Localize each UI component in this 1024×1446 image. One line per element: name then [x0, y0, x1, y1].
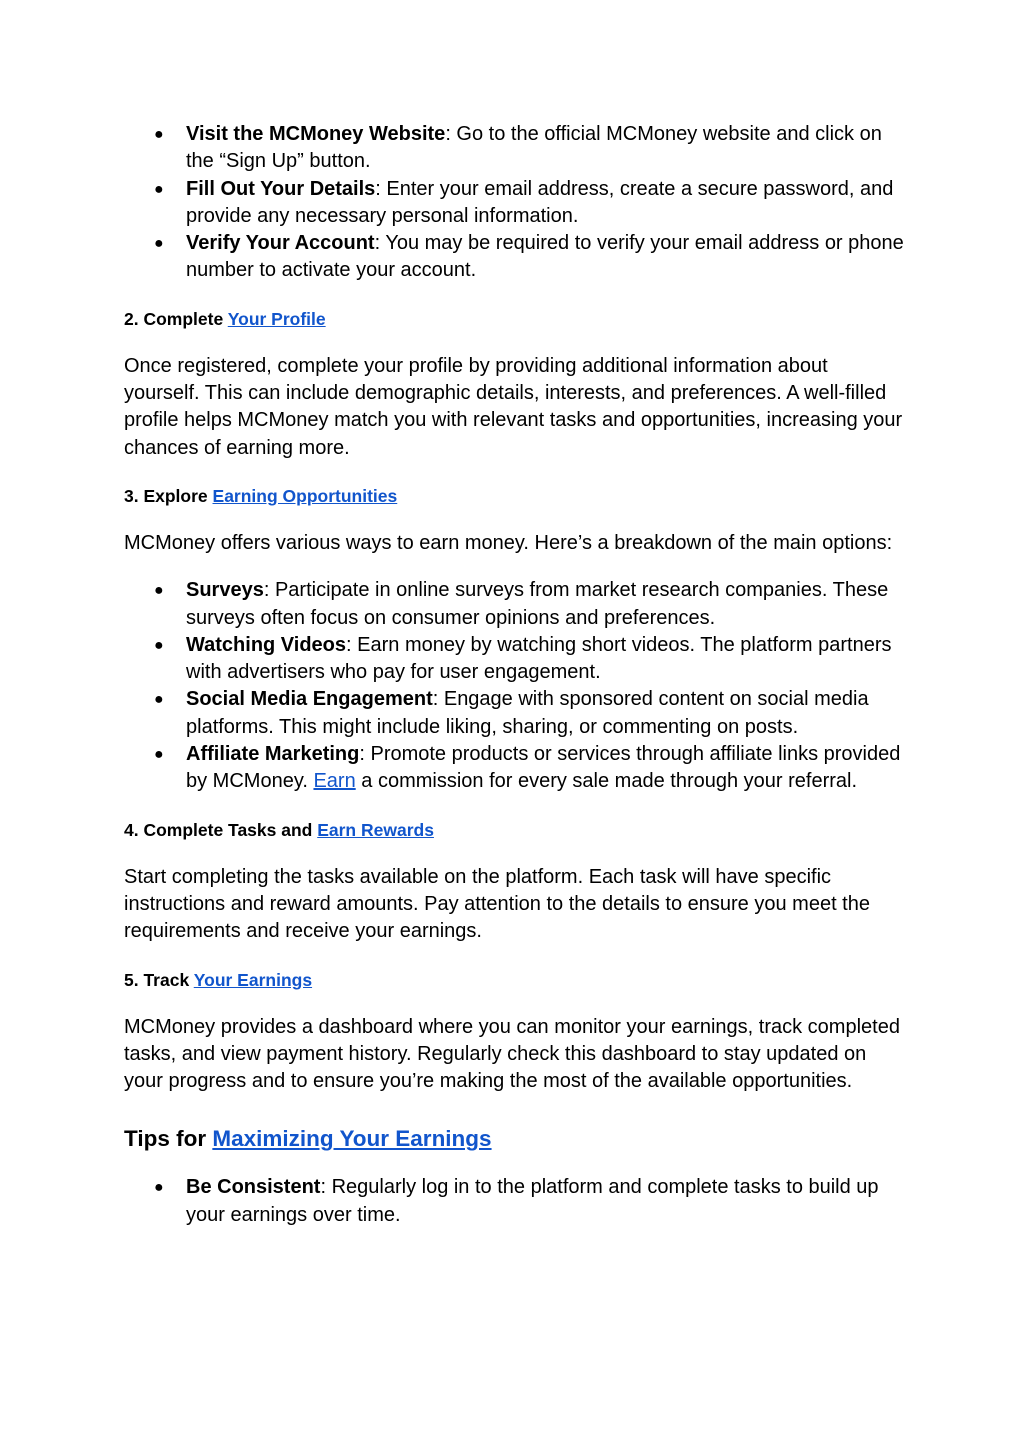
list-item-text: : Engage with sponsored content on social media platforms. This might include liking, sharing, or commenting on posts. — [186, 688, 869, 738]
earning-opportunities-link[interactable]: Earning Opportunities — [212, 485, 398, 506]
list-item — [124, 176, 904, 231]
list-item-title: Watching Videos — [186, 633, 347, 656]
list-item-title: Visit the MCMoney Website — [186, 123, 446, 145]
bullet-icon: ● — [154, 126, 164, 143]
bullet-icon: ● — [154, 582, 164, 600]
heading-prefix: Tips for — [124, 1126, 213, 1152]
heading-prefix: 2. Complete — [124, 308, 228, 329]
bullet-icon: ● — [154, 746, 164, 764]
bullet-icon: ● — [154, 235, 164, 253]
section-body-complete-tasks: Start completing the tasks available on the platform. Each task will have specific instructions and reward amounts. Pay attention to the details to ensure you meet the requirements and receive your earnings. — [124, 865, 870, 943]
your-earnings-link[interactable]: Your Earnings — [193, 969, 313, 990]
bullet-icon: ● — [154, 180, 164, 198]
list-item-title: Be Consistent — [186, 1176, 321, 1199]
tips-heading — [124, 1124, 904, 1154]
list-item-title: Fill Out Your Details — [186, 177, 376, 200]
signup-steps-list — [124, 121, 904, 285]
bullet-icon: ● — [154, 1179, 164, 1197]
section-heading-explore — [124, 484, 904, 508]
list-item — [124, 121, 904, 176]
list-item-text: : Earn money by watching short videos. The platform partners with advertisers who pay for user engagement. — [186, 633, 892, 684]
list-item — [124, 686, 904, 741]
section-body-explore: MCMoney offers various ways to earn money. Here’s a breakdown of the main options: — [124, 531, 893, 554]
earn-rewards-link[interactable]: Earn Rewards — [317, 819, 434, 840]
heading-prefix: 5. Track — [124, 969, 194, 990]
section-heading-complete-profile — [124, 307, 904, 331]
list-item-title: Affiliate Marketing — [186, 743, 360, 766]
earn-link[interactable]: Earn — [313, 770, 356, 793]
maximizing-earnings-link[interactable]: Maximizing Your Earnings — [212, 1126, 492, 1152]
list-item-title: Surveys — [186, 579, 264, 602]
list-item-title: Social Media Engagement — [186, 688, 433, 711]
list-item — [124, 230, 904, 285]
list-item-text: : Go to the official MCMoney website and click on the “Sign Up” button. — [186, 123, 882, 173]
bullet-icon: ● — [154, 636, 164, 654]
tips-list — [124, 1174, 904, 1229]
your-profile-link[interactable]: Your Profile — [227, 308, 326, 329]
list-item — [124, 577, 904, 632]
section-body-complete-profile: Once registered, complete your profile by providing additional information about yourself. This can include demographic details, interests, and preferences. A well-filled profile helps MCMoney match you with relevant tasks and opportunities, increasing your chances of earning more. — [124, 354, 903, 459]
list-item-text: : Promote products or services through affiliate links provided by MCMoney. — [186, 743, 901, 793]
bullet-icon: ● — [154, 691, 164, 709]
section-body-track-earnings: MCMoney provides a dashboard where you can monitor your earnings, track completed tasks, and view payment history. Regularly check this dashboard to stay updated on your progress and to ensure you’re making the most of the available opportunities. — [124, 1015, 900, 1093]
list-item-text: : Participate in online surveys from market research companies. These surveys often focus on consumer opinions and preferences. — [186, 579, 889, 629]
heading-prefix: 3. Explore — [124, 485, 213, 506]
section-heading-track-earnings — [124, 968, 904, 992]
list-item-text: : You may be required to verify your email address or phone number to activate your account. — [186, 232, 904, 282]
heading-prefix: 4. Complete Tasks and — [124, 819, 318, 840]
list-item-text: a commission for every sale made through your referral. — [355, 770, 858, 793]
list-item — [124, 1174, 904, 1229]
list-item-text: : Enter your email address, create a secure password, and provide any necessary personal information. — [186, 177, 894, 227]
section-heading-complete-tasks — [124, 818, 904, 842]
list-item-title: Verify Your Account — [186, 232, 375, 255]
list-item — [124, 741, 904, 796]
earning-options-list — [124, 577, 904, 795]
document-page — [124, 121, 904, 1229]
list-item-text: : Regularly log in to the platform and complete tasks to build up your earnings over time. — [186, 1176, 879, 1226]
list-item — [124, 632, 904, 687]
